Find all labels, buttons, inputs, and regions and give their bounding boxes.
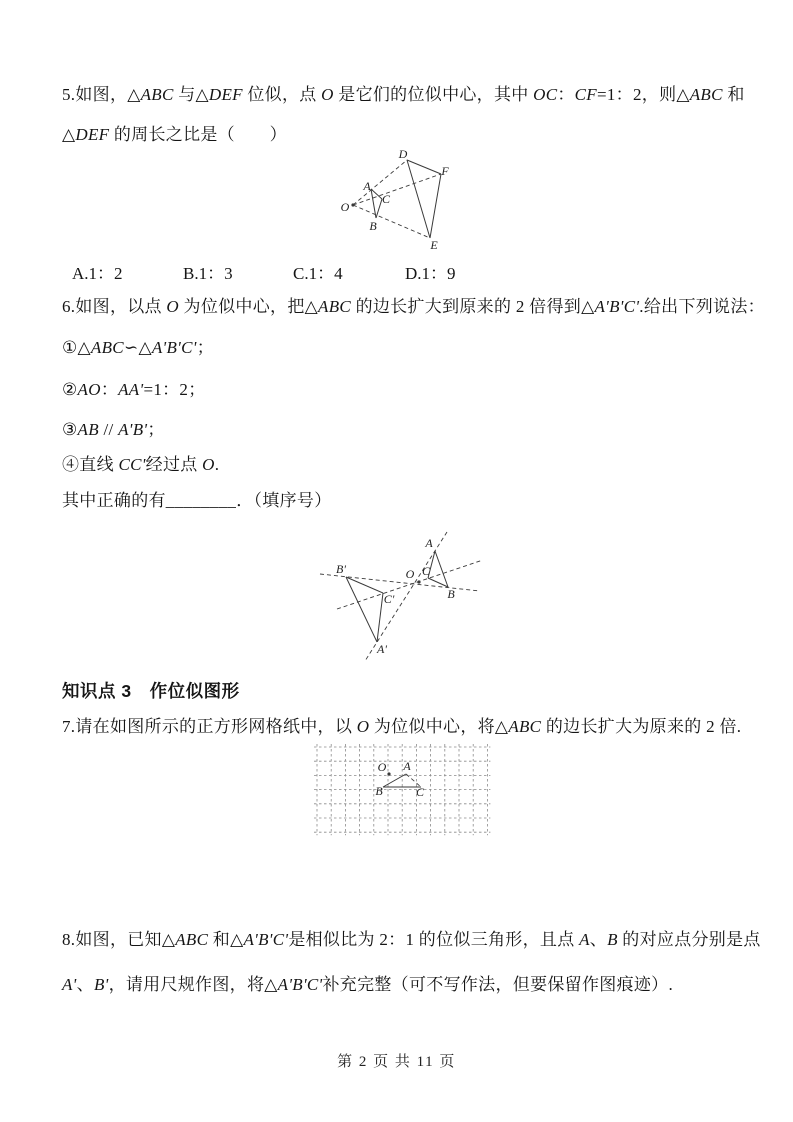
question-6-item-4: ④直线 CC'经过点 O. — [62, 455, 220, 474]
question-8-line-1: 8.如图，已知△ABC 和△A'B'C'是相似比为 2：1 的位似三角形，且点 A、B 的对应点分别是点 — [62, 930, 761, 949]
svg-text:O: O — [377, 759, 387, 774]
svg-text:O: O — [340, 199, 350, 214]
svg-text:B: B — [369, 218, 377, 233]
svg-text:C': C' — [383, 591, 395, 606]
svg-text:A: A — [363, 178, 371, 193]
svg-text:A: A — [403, 758, 411, 773]
page-footer: 第 2 页 共 11 页 — [337, 1054, 456, 1070]
question-6-item-2: ②AO：AA'=1：2； — [62, 380, 206, 399]
option-a: A.1：2 — [72, 264, 123, 283]
question-6-fill-blank-line: 其中正确的有________．（填序号） — [62, 491, 332, 510]
question-6-item-1: ①△ABC∽△A'B'C'； — [62, 338, 214, 357]
question-5-line-2: △DEF 的周长之比是（ ） — [62, 125, 287, 144]
option-c: C.1：4 — [293, 264, 343, 283]
svg-text:A: A — [425, 535, 433, 550]
svg-text:D: D — [398, 146, 408, 161]
question-5-line-1: 5.如图，△ABC 与△DEF 位似，点 O 是它们的位似中心，其中 OC：CF=1：2，则△ABC 和 — [62, 85, 745, 104]
question-8-line-2: A'、B'，请用尺规作图，将△A'B'C'补充完整（可不写作法，但要保留作图痕迹）. — [62, 975, 674, 994]
knowledge-point-3-heading: 知识点 3 作位似图形 — [62, 681, 240, 701]
svg-text:C: C — [421, 563, 431, 578]
figure-q5-similar-triangles — [330, 140, 510, 260]
option-b: B.1：3 — [183, 264, 233, 283]
figure-q7-grid — [313, 743, 498, 843]
question-6-item-3: ③AB // A'B'； — [62, 420, 165, 439]
svg-text:A': A' — [377, 641, 387, 656]
svg-text:E: E — [430, 237, 438, 252]
question-7-stem: 7.请在如图所示的正方形网格纸中，以 O 为位似中心，将△ABC 的边长扩大为原来的 2 倍. — [62, 717, 742, 736]
option-d: D.1：9 — [405, 264, 456, 283]
svg-text:B: B — [447, 586, 455, 601]
svg-text:B: B — [375, 783, 383, 798]
svg-text:F: F — [441, 163, 449, 178]
svg-text:B': B' — [336, 561, 346, 576]
svg-text:C: C — [381, 191, 391, 206]
figure-q6-homothety — [315, 530, 490, 675]
svg-text:C: C — [415, 784, 425, 799]
question-6-stem: 6.如图，以点 O 为位似中心，把△ABC 的边长扩大到原来的 2 倍得到△A'B'C'.给出下列说法： — [62, 297, 765, 316]
svg-text:O: O — [405, 566, 415, 581]
